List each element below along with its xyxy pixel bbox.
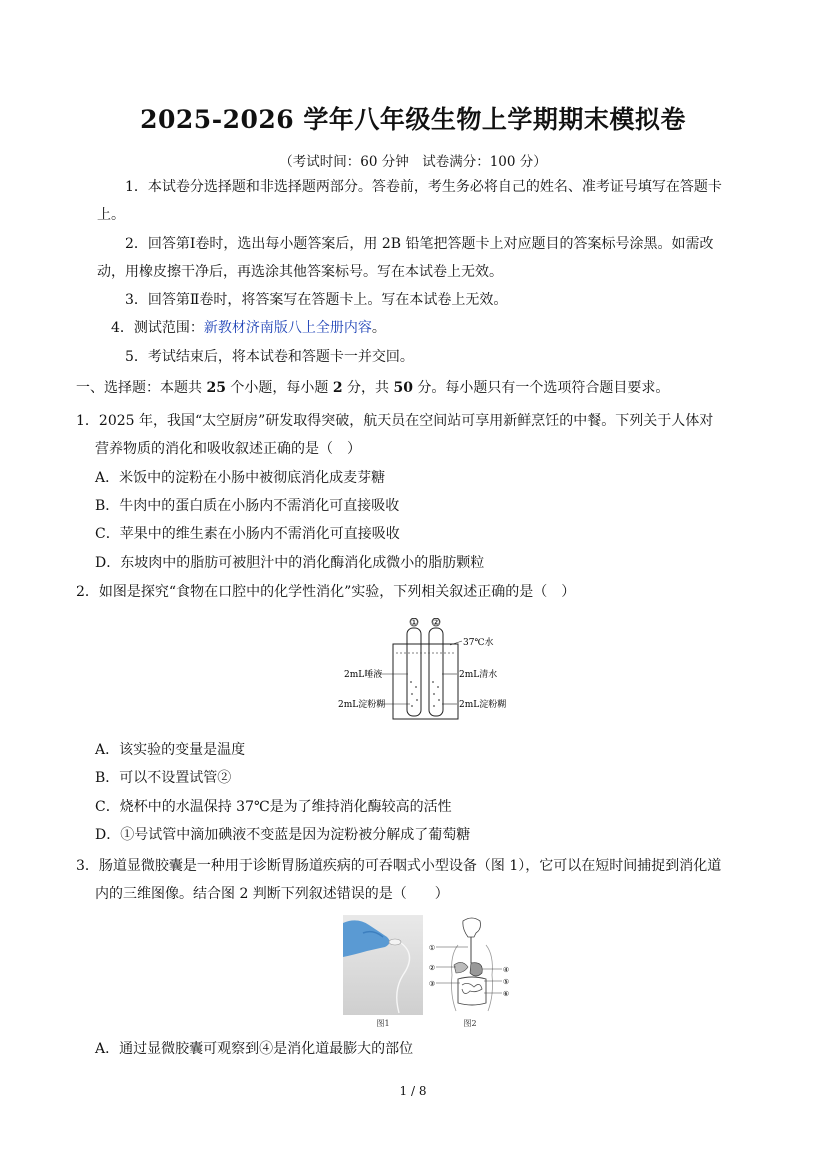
label-6: ⑥ — [502, 990, 510, 998]
exam-info: （考试时间：60 分钟 试卷满分：100 分） — [279, 154, 547, 170]
saliva-label: 2mL唾液 — [344, 670, 383, 680]
head-outline — [463, 918, 481, 937]
label-1: ① — [428, 944, 436, 952]
capsule-photo — [343, 915, 423, 1030]
liver — [454, 962, 468, 973]
instruction-4-suffix: 。 — [371, 320, 386, 336]
test-tube-1 — [407, 628, 421, 716]
q1-stem: 1．2025 年，我国“太空厨房”研发取得突破，航天员在空间站可享用新鲜烹饪的中餐。下列关于人体对 — [76, 413, 714, 429]
instruction-2-cont: 动，用橡皮擦干净后，再选涂其他答案标号。写在本试卷上无效。 — [97, 264, 503, 280]
label-5: ⑤ — [502, 978, 510, 986]
figure-1-caption: 图1 — [376, 1019, 390, 1028]
figure-2-caption: 图2 — [463, 1019, 477, 1028]
section-text: 一、选择题：本题共 — [76, 380, 207, 396]
starch-right-label: 2mL淀粉糊 — [459, 700, 507, 710]
starch-dots — [410, 681, 440, 707]
points-total: 50 — [393, 380, 413, 396]
capsule — [389, 939, 401, 945]
instruction-2: 2．回答第Ⅰ卷时，选出每小题答案后，用 2B 铅笔把答题卡上对应题目的答案标号涂黑。如需改 — [125, 236, 714, 252]
q1-option-a: A．米饭中的淀粉在小肠中被彻底消化成麦芽糖 — [95, 470, 386, 486]
q1-option-b: B．牛肉中的蛋白质在小肠内不需消化可直接吸收 — [95, 498, 400, 514]
q3-option-a: A．通过显微胶囊可观察到④是消化道最膨大的部位 — [95, 1041, 414, 1057]
section-text: 个小题，每小题 — [225, 380, 333, 396]
instruction-3: 3．回答第Ⅱ卷时，将答案写在答题卡上。写在本试卷上无效。 — [125, 292, 508, 308]
q1-option-d: D．东坡肉中的脂肪可被胆汁中的消化酶消化成微小的脂肪颗粒 — [95, 555, 485, 571]
section-heading — [76, 378, 669, 398]
instruction-1-cont: 上。 — [97, 207, 125, 223]
page-title: 2025-2026 学年八年级生物上学期期末模拟卷 — [140, 105, 686, 134]
section-text: 分，共 — [342, 380, 394, 396]
points-each: 2 — [332, 380, 343, 396]
q3-stem: 3．肠道显微胶囊是一种用于诊断胃肠道疾病的可吞咽式小型设备（图 1），它可以在短时间捕捉到消化道 — [76, 858, 722, 874]
q2-stem: 2．如图是探究“食物在口腔中的化学性消化”实验，下列相关叙述正确的是（ ） — [76, 584, 576, 600]
q2-option-d: D．①号试管中滴加碘液不变蓝是因为淀粉被分解成了葡萄糖 — [95, 827, 471, 843]
body-left — [452, 945, 459, 1011]
q1-stem-cont: 营养物质的消化和吸收叙述正确的是（ ） — [95, 441, 361, 457]
exam-scope: 新教材济南版八上全册内容 — [203, 320, 372, 336]
beaker — [393, 644, 458, 719]
q3-stem-cont: 内的三维图像。结合图 2 判断下列叙述错误的是（ ） — [95, 886, 449, 902]
instruction-4-prefix: 4．测试范围： — [111, 320, 204, 336]
starch-left-label: 2mL淀粉糊 — [338, 700, 386, 710]
label-2: ② — [428, 964, 436, 972]
instruction-5: 5．考试结束后，将本试卷和答题卡一并交回。 — [125, 349, 414, 365]
q2-option-b: B．可以不设置试管② — [95, 770, 232, 786]
stomach — [470, 963, 482, 976]
clear-water-label: 2mL清水 — [459, 670, 498, 680]
q2-option-a: A．该实验的变量是温度 — [95, 742, 246, 758]
instruction-4 — [111, 318, 386, 338]
tube-1-label: ① — [409, 618, 419, 628]
instruction-1: 1．本试卷分选择题和非选择题两部分。答卷前，考生务必将自己的姓名、准考证号填写在答题卡 — [125, 179, 722, 195]
q1-option-c: C．苹果中的维生素在小肠内不需消化可直接吸收 — [95, 526, 400, 542]
q2-option-c: C．烧杯中的水温保持 37℃是为了维持消化酶较高的活性 — [95, 799, 452, 815]
question-count: 25 — [206, 380, 226, 396]
test-tube-2 — [429, 628, 443, 716]
label-3: ③ — [428, 980, 436, 988]
tube-2-label: ② — [431, 618, 441, 628]
page-number: 1 / 8 — [399, 1084, 427, 1098]
digestive-system-diagram — [428, 915, 513, 1030]
digestion-experiment-figure — [330, 618, 510, 723]
large-intestine — [458, 977, 486, 1005]
small-intestine — [462, 983, 482, 993]
body-right — [486, 945, 493, 1011]
label-4: ④ — [502, 966, 510, 974]
section-text: 分。每小题只有一个选项符合题目要求。 — [412, 380, 670, 396]
water-label: 37℃水 — [463, 638, 494, 648]
